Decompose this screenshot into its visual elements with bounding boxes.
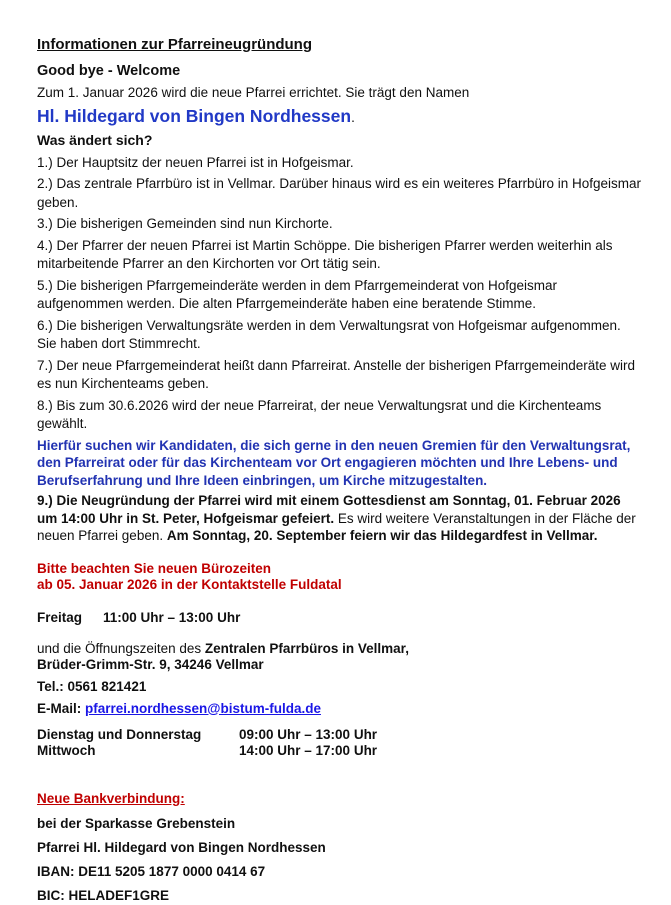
vellmar-address: Brüder-Grimm-Str. 9, 34246 Vellmar <box>37 657 264 672</box>
vellmar-hours-block <box>37 727 643 760</box>
bank-details-heading: Neue Bankverbindung: <box>37 790 185 806</box>
change-item-1: 1.) Der Hauptsitz der neuen Pfarrei ist in Hofgeismar. <box>37 154 354 170</box>
change-item-9 <box>37 492 643 545</box>
phone-number: Tel.: 0561 821421 <box>37 678 147 694</box>
change-item-6: 6.) Die bisherigen Verwaltungsräte werden in dem Verwaltungsrat von Hofgeismar aufgenommen. Sie haben dort Stimmrecht. <box>37 317 621 351</box>
bank-bic: BIC: HELADEF1GRE <box>37 887 170 903</box>
change-item-5: 5.) Die bisherigen Pfarrgemeinderäte werden in dem Pfarrgemeinderat von Hofgeismar aufgenommen werden. Die alten Pfarrgemeinderäte haben eine beratende Stimme. <box>37 277 558 311</box>
office-hours-notice <box>37 561 643 594</box>
email-line <box>37 700 643 718</box>
item9-service-bold: 9.) Die Neugründung der Pfarrei wird mit einem Gottesdienst am Sonntag, 01. Februar 2026 um 14:00 Uhr in St. Peter, Hofgeismar gefeiert. <box>37 493 621 526</box>
email-link[interactable]: pfarrei.nordhessen@bistum-fulda.de <box>85 700 321 716</box>
question-heading: Was ändert sich? <box>37 131 153 148</box>
vellmar-hours-time-2: 14:00 Uhr – 17:00 Uhr <box>239 743 378 758</box>
change-item-8: 8.) Bis zum 30.6.2026 wird der neue Pfarreirat, der neue Verwaltungsrat und die Kirchenteams gewählt. <box>37 397 602 431</box>
goodbye-heading: Good bye - Welcome <box>37 63 181 79</box>
parish-name-line <box>37 105 643 129</box>
item9-hildegardfest-bold: Am Sonntag, 20. September feiern wir das Hildegardfest in Vellmar. <box>166 528 598 543</box>
vellmar-hours-day-1: Dienstag und Donnerstag <box>37 726 202 742</box>
vellmar-hours-row-1 <box>37 727 643 744</box>
email-label: E-Mail: <box>37 700 86 716</box>
vellmar-intro-bold: Zentralen Pfarrbüros in Vellmar, <box>204 640 409 656</box>
vellmar-office-intro <box>37 641 643 674</box>
intro-text: Zum 1. Januar 2026 wird die neue Pfarrei errichtet. Sie trägt den Namen <box>37 85 470 100</box>
change-item-7: 7.) Der neue Pfarrgemeinderat heißt dann Pfarreirat. Anstelle der bisherigen Pfarrgemeinderäte wird es nun Kirchenteams geben. <box>37 357 636 391</box>
office-notice-line2: ab 05. Januar 2026 in der Kontaktstelle Fuldatal <box>37 577 342 592</box>
item9-regular-middle: Es wird weitere Veranstaltungen in der Fläche der neuen Pfarrei geben. <box>37 510 636 543</box>
bank-iban: IBAN: DE11 5205 1877 0000 0414 67 <box>37 863 266 879</box>
bank-account-holder: Pfarrei Hl. Hildegard von Bingen Nordhessen <box>37 839 326 855</box>
change-item-2: 2.) Das zentrale Pfarrbüro ist in Vellmar. Darüber hinaus wird es ein weiteres Pfarrbüro in Hofgeismar geben. <box>37 176 642 210</box>
parish-name: Hl. Hildegard von Bingen Nordhessen <box>37 105 352 126</box>
change-item-4: 4.) Der Pfarrer der neuen Pfarrei ist Martin Schöppe. Die bisherigen Pfarrer werden weiterhin als mitarbeitende Pfarrer an den Kirchorten vor Ort tätig sein. <box>37 237 613 271</box>
candidates-appeal: Hierfür suchen wir Kandidaten, die sich gerne in den neuen Gremien für den Verwaltungsrat, den Pfarreirat oder für das Kirchenteam vor Ort engagieren möchten und Ihre Lebens- und Berufserfahrung und Ihre Ideen einbringen, um Kirche mitzugestalten. <box>37 437 631 488</box>
vellmar-hours-day-2: Mittwoch <box>37 743 96 758</box>
fuldatal-hours-day: Freitag <box>37 609 83 625</box>
office-notice-line1: Bitte beachten Sie neuen Bürozeiten <box>37 560 272 576</box>
fuldatal-hours-row <box>37 609 643 627</box>
vellmar-hours-row-2 <box>37 743 643 760</box>
vellmar-intro-regular: und die Öffnungszeiten des <box>37 640 205 656</box>
parish-name-period: . <box>351 109 355 125</box>
page-title: Informationen zur Pfarreineugründung <box>37 36 313 53</box>
vellmar-hours-time-1: 09:00 Uhr – 13:00 Uhr <box>239 726 378 742</box>
change-item-3: 3.) Die bisherigen Gemeinden sind nun Kirchorte. <box>37 216 333 231</box>
bank-institute: bei der Sparkasse Grebenstein <box>37 815 236 831</box>
fuldatal-hours-time: 11:00 Uhr – 13:00 Uhr <box>103 609 241 625</box>
